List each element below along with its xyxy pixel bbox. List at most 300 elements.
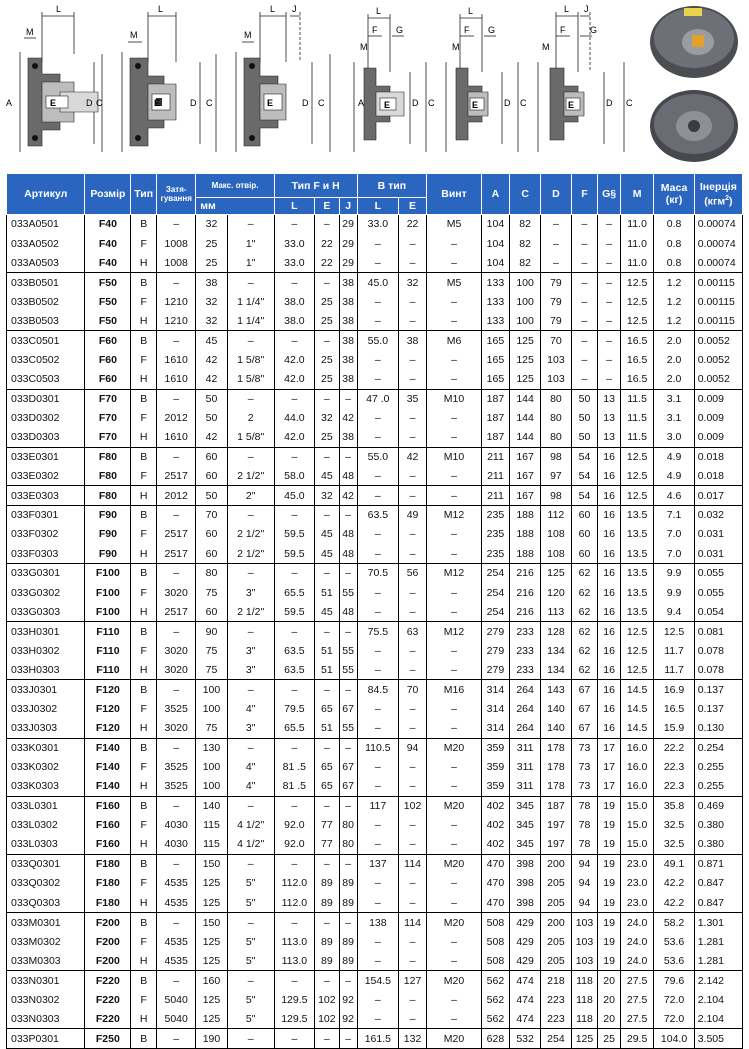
table-cell: 16.0 xyxy=(620,757,654,776)
label-e: E xyxy=(568,100,575,110)
table-cell: – xyxy=(427,660,482,679)
header-type: Тип xyxy=(131,174,157,215)
table-row xyxy=(7,273,743,292)
table-cell: – xyxy=(399,428,427,447)
table-cell: 144 xyxy=(509,428,540,447)
table-cell: 67 xyxy=(571,680,598,699)
table-cell: 48 xyxy=(339,467,357,486)
table-cell: B xyxy=(131,505,157,524)
table-cell: 44.0 xyxy=(274,408,314,427)
table-cell: 51 xyxy=(315,583,340,602)
table-cell: F xyxy=(131,641,157,660)
table-cell: 254 xyxy=(481,583,509,602)
table-cell: 104 xyxy=(481,215,509,234)
table-cell: 22.2 xyxy=(654,738,694,757)
table-cell: B xyxy=(131,738,157,757)
table-cell: 4 1/2" xyxy=(227,835,274,854)
table-cell: 033M0301 xyxy=(7,913,85,932)
table-cell: 279 xyxy=(481,641,509,660)
table-cell: – xyxy=(357,990,398,1009)
table-cell: 2 1/2" xyxy=(227,467,274,486)
table-cell: 1" xyxy=(227,253,274,272)
table-cell: – xyxy=(357,583,398,602)
table-cell: – xyxy=(571,253,598,272)
table-cell: 98 xyxy=(541,447,571,466)
table-cell: – xyxy=(339,680,357,699)
table-cell: 4030 xyxy=(157,816,196,835)
table-cell: 0.0052 xyxy=(694,370,742,389)
table-cell: 75 xyxy=(196,641,227,660)
table-cell: – xyxy=(541,215,571,234)
table-cell: 178 xyxy=(541,757,571,776)
table-cell: – xyxy=(427,719,482,738)
header-g: G§ xyxy=(598,174,620,215)
table-cell: – xyxy=(339,913,357,932)
label-m: M xyxy=(542,42,550,52)
table-cell: 033K0303 xyxy=(7,777,85,796)
table-cell: F50 xyxy=(85,273,131,292)
table-row xyxy=(7,893,743,912)
table-cell: 474 xyxy=(509,990,540,1009)
table-cell: F xyxy=(131,408,157,427)
table-cell: F180 xyxy=(85,893,131,912)
label-d: D xyxy=(190,98,197,108)
table-cell: 16 xyxy=(598,544,620,563)
table-row xyxy=(7,234,743,253)
table-cell: – xyxy=(598,311,620,330)
table-cell: 42 xyxy=(339,486,357,505)
table-cell: 0.054 xyxy=(694,602,742,621)
table-row xyxy=(7,932,743,951)
table-cell: 5" xyxy=(227,932,274,951)
table-cell: F xyxy=(131,292,157,311)
table-cell: 4" xyxy=(227,757,274,776)
header-inertia-unit: (кгм xyxy=(704,195,726,208)
table-cell: – xyxy=(274,273,314,292)
table-cell: 104 xyxy=(481,234,509,253)
table-cell: 5" xyxy=(227,990,274,1009)
table-cell: 12.5 xyxy=(620,641,654,660)
table-cell: 11.5 xyxy=(620,428,654,447)
label-a: A xyxy=(358,98,365,108)
table-cell: 12.5 xyxy=(620,292,654,311)
table-cell: – xyxy=(227,738,274,757)
table-cell: F70 xyxy=(85,408,131,427)
table-cell: 187 xyxy=(481,408,509,427)
table-cell: 63.5 xyxy=(274,660,314,679)
table-cell: 0.009 xyxy=(694,389,742,408)
table-cell: 16 xyxy=(598,525,620,544)
header-c: C xyxy=(509,174,540,215)
table-cell: 16.0 xyxy=(620,738,654,757)
table-cell: 0.00074 xyxy=(694,234,742,253)
table-cell: 223 xyxy=(541,1010,571,1029)
table-cell: F200 xyxy=(85,932,131,951)
table-cell: 60 xyxy=(571,525,598,544)
table-cell: 2.0 xyxy=(654,350,694,369)
table-cell: 3525 xyxy=(157,699,196,718)
table-cell: 16 xyxy=(598,467,620,486)
table-cell: 3020 xyxy=(157,641,196,660)
table-cell: 11.0 xyxy=(620,215,654,234)
table-cell: 033A0501 xyxy=(7,215,85,234)
table-cell: 2517 xyxy=(157,602,196,621)
table-cell: 1.281 xyxy=(694,932,742,951)
table-cell: 19 xyxy=(598,932,620,951)
table-cell: 9.4 xyxy=(654,602,694,621)
table-cell: F120 xyxy=(85,699,131,718)
table-cell: 79 xyxy=(541,292,571,311)
table-cell: – xyxy=(357,602,398,621)
table-cell: 92 xyxy=(339,1010,357,1029)
table-cell: – xyxy=(357,544,398,563)
table-row xyxy=(7,699,743,718)
table-cell: 474 xyxy=(509,971,540,990)
table-cell: 562 xyxy=(481,990,509,1009)
table-cell: – xyxy=(157,680,196,699)
table-cell: H xyxy=(131,719,157,738)
table-cell: 0.255 xyxy=(694,757,742,776)
table-cell: 100 xyxy=(196,777,227,796)
table-cell: – xyxy=(399,525,427,544)
table-cell: 345 xyxy=(509,796,540,815)
table-cell: – xyxy=(399,835,427,854)
table-row xyxy=(7,389,743,408)
table-cell: – xyxy=(339,854,357,873)
table-cell: 38 xyxy=(339,428,357,447)
table-cell: 628 xyxy=(481,1029,509,1048)
header-f: F xyxy=(571,174,598,215)
label-c: C xyxy=(428,98,435,108)
table-cell: 0.847 xyxy=(694,893,742,912)
table-cell: 150 xyxy=(196,913,227,932)
table-cell: 80 xyxy=(541,408,571,427)
table-cell: 137 xyxy=(357,854,398,873)
table-cell: 70.5 xyxy=(357,564,398,583)
table-cell: 150 xyxy=(196,854,227,873)
table-cell: 51 xyxy=(315,719,340,738)
table-cell: 1.2 xyxy=(654,273,694,292)
table-cell: 11.0 xyxy=(620,234,654,253)
table-cell: M12 xyxy=(427,564,482,583)
table-cell: 033B0502 xyxy=(7,292,85,311)
table-cell: – xyxy=(157,331,196,350)
table-cell: – xyxy=(157,505,196,524)
table-cell: 14.5 xyxy=(620,719,654,738)
table-cell: F50 xyxy=(85,311,131,330)
table-cell: – xyxy=(227,913,274,932)
table-cell: – xyxy=(399,253,427,272)
table-row xyxy=(7,622,743,641)
table-cell: – xyxy=(227,796,274,815)
table-cell: 140 xyxy=(541,699,571,718)
table-cell: 42 xyxy=(196,370,227,389)
table-cell: F100 xyxy=(85,602,131,621)
table-cell: 115 xyxy=(196,816,227,835)
table-cell: F100 xyxy=(85,583,131,602)
label-f: F xyxy=(560,25,566,35)
table-cell: 67 xyxy=(339,757,357,776)
table-cell: 2012 xyxy=(157,486,196,505)
table-cell: 89 xyxy=(315,932,340,951)
table-cell: 80 xyxy=(541,389,571,408)
table-cell: 33.0 xyxy=(357,215,398,234)
table-cell: 42.2 xyxy=(654,893,694,912)
table-cell: 32 xyxy=(196,311,227,330)
table-cell: 2" xyxy=(227,486,274,505)
table-cell: 35.8 xyxy=(654,796,694,815)
label-j: J xyxy=(292,4,297,14)
table-cell: 033J0301 xyxy=(7,680,85,699)
table-cell: 0.00074 xyxy=(694,215,742,234)
table-cell: 48 xyxy=(339,525,357,544)
table-cell: 2012 xyxy=(157,408,196,427)
diagram-type-b xyxy=(2,2,112,170)
table-cell: 1" xyxy=(227,234,274,253)
table-cell: 81 .5 xyxy=(274,757,314,776)
table-cell: 50 xyxy=(571,389,598,408)
table-cell: 82 xyxy=(509,253,540,272)
table-cell: 0.081 xyxy=(694,622,742,641)
table-cell: M20 xyxy=(427,913,482,932)
table-cell: – xyxy=(357,932,398,951)
table-cell: 65 xyxy=(315,699,340,718)
header-tightening: Затя-гування xyxy=(157,174,196,215)
table-cell: 16.5 xyxy=(620,370,654,389)
table-cell: 0.0052 xyxy=(694,350,742,369)
table-cell: 3.1 xyxy=(654,389,694,408)
table-cell: 0.055 xyxy=(694,583,742,602)
label-f: F xyxy=(464,25,470,35)
table-cell: 54 xyxy=(571,486,598,505)
table-cell: F xyxy=(131,583,157,602)
table-cell: 19 xyxy=(598,893,620,912)
table-cell: 033B0503 xyxy=(7,311,85,330)
table-cell: – xyxy=(157,622,196,641)
table-cell: 49.1 xyxy=(654,854,694,873)
table-cell: 13.5 xyxy=(620,583,654,602)
table-cell: 0.078 xyxy=(694,660,742,679)
table-row xyxy=(7,544,743,563)
header-max-bore: Макс. отвір. xyxy=(196,174,274,198)
table-cell: – xyxy=(315,273,340,292)
table-cell: 45 xyxy=(315,525,340,544)
table-cell: – xyxy=(399,699,427,718)
table-cell: F90 xyxy=(85,505,131,524)
table-row xyxy=(7,311,743,330)
table-cell: H xyxy=(131,777,157,796)
table-cell: 211 xyxy=(481,467,509,486)
table-cell: 0.847 xyxy=(694,874,742,893)
table-cell: 22.3 xyxy=(654,757,694,776)
table-cell: M20 xyxy=(427,796,482,815)
table-cell: 45 xyxy=(315,544,340,563)
table-cell: 65 xyxy=(315,777,340,796)
table-cell: H xyxy=(131,893,157,912)
table-cell: B xyxy=(131,447,157,466)
label-m: M xyxy=(26,27,34,37)
table-cell: – xyxy=(399,757,427,776)
table-cell: 033G0302 xyxy=(7,583,85,602)
table-cell: 4.6 xyxy=(654,486,694,505)
table-cell: 235 xyxy=(481,544,509,563)
label-l: L xyxy=(376,6,382,16)
table-cell: – xyxy=(357,408,398,427)
table-cell: 65.5 xyxy=(274,719,314,738)
table-row xyxy=(7,292,743,311)
table-cell: – xyxy=(357,816,398,835)
table-cell: H xyxy=(131,311,157,330)
table-cell: 140 xyxy=(541,719,571,738)
table-row xyxy=(7,719,743,738)
table-cell: F xyxy=(131,932,157,951)
table-cell: 0.255 xyxy=(694,777,742,796)
table-cell: 4535 xyxy=(157,932,196,951)
table-cell: 14.5 xyxy=(620,680,654,699)
header-inertia xyxy=(694,174,742,215)
table-cell: 13.5 xyxy=(620,505,654,524)
header-size: Розмір xyxy=(85,174,131,215)
table-cell: 133 xyxy=(481,292,509,311)
table-cell: 264 xyxy=(509,719,540,738)
table-cell: 033A0502 xyxy=(7,234,85,253)
table-cell: 92.0 xyxy=(274,835,314,854)
table-cell: 50 xyxy=(571,408,598,427)
table-cell: 033G0303 xyxy=(7,602,85,621)
table-cell: – xyxy=(315,389,340,408)
table-cell: 0.0052 xyxy=(694,331,742,350)
table-cell: M20 xyxy=(427,971,482,990)
table-cell: 0.137 xyxy=(694,699,742,718)
table-cell: 160 xyxy=(196,971,227,990)
table-cell: 3" xyxy=(227,660,274,679)
table-cell: 0.469 xyxy=(694,796,742,815)
table-row xyxy=(7,854,743,873)
table-row xyxy=(7,913,743,932)
table-cell: B xyxy=(131,215,157,234)
table-cell: 474 xyxy=(509,1010,540,1029)
table-cell: 67 xyxy=(339,777,357,796)
table-cell: F160 xyxy=(85,835,131,854)
table-cell: – xyxy=(399,311,427,330)
table-cell: 55.0 xyxy=(357,447,398,466)
table-cell: 532 xyxy=(509,1029,540,1048)
table-cell: 94 xyxy=(399,738,427,757)
table-cell: 19 xyxy=(598,854,620,873)
table-cell: 033K0302 xyxy=(7,757,85,776)
table-cell: 190 xyxy=(196,1029,227,1048)
table-cell: 3" xyxy=(227,641,274,660)
table-cell: – xyxy=(399,893,427,912)
table-cell: – xyxy=(427,777,482,796)
table-cell: 562 xyxy=(481,971,509,990)
table-cell: 29.5 xyxy=(620,1029,654,1048)
table-cell: 104 xyxy=(481,253,509,272)
table-cell: – xyxy=(227,215,274,234)
table-cell: 4" xyxy=(227,777,274,796)
label-g: G xyxy=(488,25,496,35)
label-c: C xyxy=(96,98,103,108)
table-cell: – xyxy=(571,273,598,292)
table-cell: 264 xyxy=(509,680,540,699)
table-cell: – xyxy=(357,699,398,718)
table-cell: – xyxy=(357,757,398,776)
table-cell: – xyxy=(598,273,620,292)
table-cell: F xyxy=(131,350,157,369)
table-cell: 11.7 xyxy=(654,660,694,679)
table-cell: 84.5 xyxy=(357,680,398,699)
table-cell: 25 xyxy=(196,253,227,272)
label-l: L xyxy=(270,4,276,14)
table-cell: – xyxy=(227,971,274,990)
table-cell: 48 xyxy=(339,602,357,621)
table-cell: 033E0303 xyxy=(7,486,85,505)
table-cell: 60 xyxy=(196,447,227,466)
table-cell: 4535 xyxy=(157,893,196,912)
table-cell: 0.018 xyxy=(694,447,742,466)
table-cell: 345 xyxy=(509,816,540,835)
table-cell: 104.0 xyxy=(654,1029,694,1048)
diagram-type-h xyxy=(232,2,342,170)
table-cell: 1610 xyxy=(157,370,196,389)
table-row xyxy=(7,990,743,1009)
table-cell: – xyxy=(157,971,196,990)
table-cell: 63.5 xyxy=(274,641,314,660)
table-cell: – xyxy=(357,835,398,854)
table-cell: – xyxy=(274,447,314,466)
table-cell: 9.9 xyxy=(654,583,694,602)
table-cell: 62 xyxy=(571,583,598,602)
table-cell: 35 xyxy=(399,389,427,408)
table-cell: F220 xyxy=(85,990,131,1009)
table-cell: F200 xyxy=(85,951,131,970)
table-cell: 1 1/4" xyxy=(227,292,274,311)
table-cell: 29 xyxy=(339,253,357,272)
table-cell: 89 xyxy=(339,951,357,970)
table-cell: 0.018 xyxy=(694,467,742,486)
table-cell: – xyxy=(315,913,340,932)
table-cell: 16.5 xyxy=(654,699,694,718)
table-cell: 1610 xyxy=(157,350,196,369)
table-cell: 13.5 xyxy=(620,564,654,583)
table-cell: – xyxy=(427,816,482,835)
table-cell: 55.0 xyxy=(357,331,398,350)
table-cell: 167 xyxy=(509,447,540,466)
table-cell: 65 xyxy=(315,757,340,776)
label-c: C xyxy=(206,98,213,108)
table-cell: 42 xyxy=(399,447,427,466)
table-cell: 0.8 xyxy=(654,253,694,272)
table-cell: 2.0 xyxy=(654,370,694,389)
table-cell: 134 xyxy=(541,660,571,679)
table-cell: 359 xyxy=(481,757,509,776)
table-cell: – xyxy=(339,389,357,408)
table-cell: – xyxy=(357,641,398,660)
table-cell: 16 xyxy=(598,622,620,641)
table-cell: 167 xyxy=(509,467,540,486)
table-cell: 2.0 xyxy=(654,331,694,350)
table-cell: – xyxy=(357,660,398,679)
table-cell: 54 xyxy=(571,467,598,486)
table-cell: F160 xyxy=(85,796,131,815)
table-cell: 5040 xyxy=(157,1010,196,1029)
table-cell: – xyxy=(227,447,274,466)
table-cell: 80 xyxy=(541,428,571,447)
table-cell: 89 xyxy=(315,874,340,893)
table-cell: 17 xyxy=(598,757,620,776)
table-row xyxy=(7,738,743,757)
table-cell: 20 xyxy=(598,1010,620,1029)
